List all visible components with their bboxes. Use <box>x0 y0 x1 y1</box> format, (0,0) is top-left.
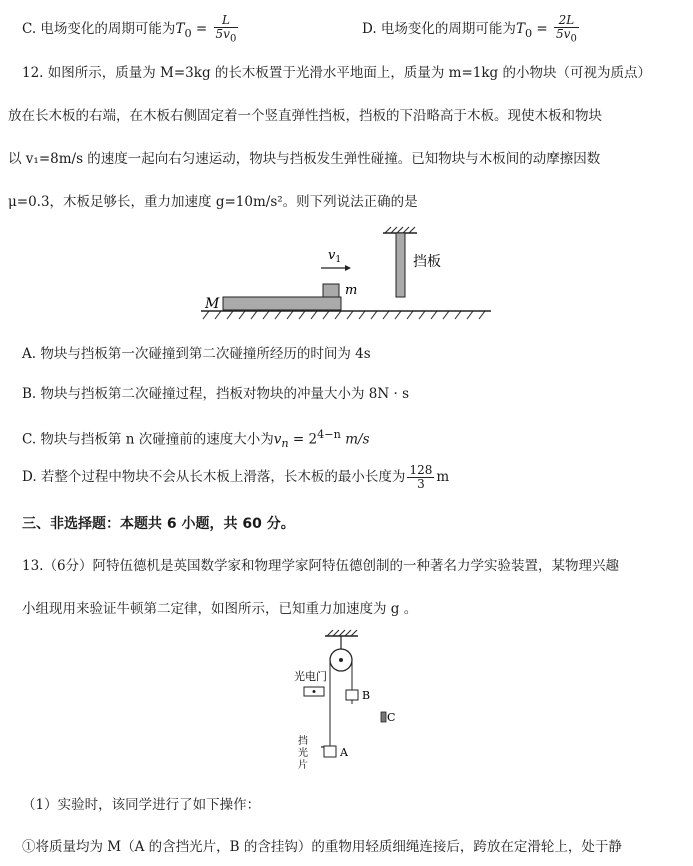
q12-line4: μ=0.3，木板足够长，重力加速度 g=10m/s²。则下列说法正确的是 <box>8 194 418 210</box>
weight-a <box>324 746 336 757</box>
q12-option-d: D. 若整个过程中物块不会从长木板上滑落，长木板的最小长度为 $\frac{128}{3}$ m <box>22 463 450 491</box>
weight-b-label: B <box>362 689 371 702</box>
shutter-label-3: 片 <box>298 760 308 771</box>
fraction: $\frac{128}{3}$ <box>409 463 433 491</box>
small-block <box>323 284 339 297</box>
ceiling-hatch <box>327 630 357 636</box>
q12-line3: 以 v₁=8m/s 的速度一起向右匀速运动，物块与挡板发生弹性碰撞。已知物块与木板间的动摩擦因数 <box>8 151 601 167</box>
fraction: $\frac{L}{5v_0}$ <box>215 13 237 45</box>
option-d-period: D. 电场变化的周期可能为$T_0$ = $\frac{2L}{5v_0}$ <box>362 13 577 45</box>
block-label: m <box>345 283 358 298</box>
q12-option-a: A. 物块与挡板第一次碰撞到第二次碰撞所经历的时间为 4s <box>22 346 371 362</box>
pulley-axle <box>339 658 343 662</box>
option-c-period: C. 电场变化的周期可能为$T_0$ = $\frac{L}{5v_0}$ <box>22 13 237 45</box>
shutter-label-2: 光 <box>298 748 308 759</box>
ground-hatch <box>203 311 485 319</box>
arrow-head-icon <box>345 265 351 271</box>
weight-b <box>346 690 358 700</box>
fraction: $\frac{2L}{5v_0}$ <box>556 13 577 45</box>
q13-step1: ①将质量均为 M（A 的含挡光片，B 的含挂钩）的重物用轻质细绳连接后，跨放在定滑轮上，处于静 <box>22 839 622 855</box>
baffle-label: 挡板 <box>413 254 441 270</box>
q12-line1: 12. 如图所示，质量为 M=3kg 的长木板置于光滑水平地面上，质量为 m=1kg 的小物块（可视为质点） <box>22 65 651 81</box>
q13-step-intro: （1）实验时，该同学进行了如下操作： <box>22 797 261 813</box>
board-label: M <box>205 296 220 312</box>
q12-figure <box>195 225 495 325</box>
q12-option-b: B. 物块与挡板第二次碰撞过程，挡板对物块的冲量大小为 8N · s <box>22 386 409 402</box>
velocity-label: $v_1$ <box>328 248 342 265</box>
shutter-label-1: 挡 <box>298 736 308 747</box>
q13-line1: 13.（6分）阿特伍德机是英国数学家和物理学家阿特伍德创制的一种著名力学实验装置，某物理兴趣 <box>22 558 620 574</box>
section-header: 三、非选择题：本题共 6 小题，共 60 分。 <box>22 516 295 532</box>
weight-c <box>381 712 386 722</box>
ceiling-hatch <box>385 227 415 233</box>
photogate-dot <box>313 690 316 693</box>
baffle <box>396 233 405 297</box>
long-board <box>223 297 341 310</box>
weight-c-label: C <box>387 711 396 724</box>
weight-a-label: A <box>340 746 348 759</box>
gate-label: 光电门 <box>294 670 327 683</box>
q12-option-c: C. 物块与挡板第 n 次碰撞前的速度大小为$v_n = 2^{4-n}$ m/s <box>22 428 370 451</box>
q12-line2: 放在长木板的右端，在木板右侧固定着一个竖直弹性挡板，挡板的下沿略高于木板。现使木板和物块 <box>8 108 602 124</box>
q13-figure <box>280 628 430 778</box>
q13-line2: 小组现用来验证牛顿第二定律，如图所示，已知重力加速度为 g 。 <box>22 601 418 617</box>
